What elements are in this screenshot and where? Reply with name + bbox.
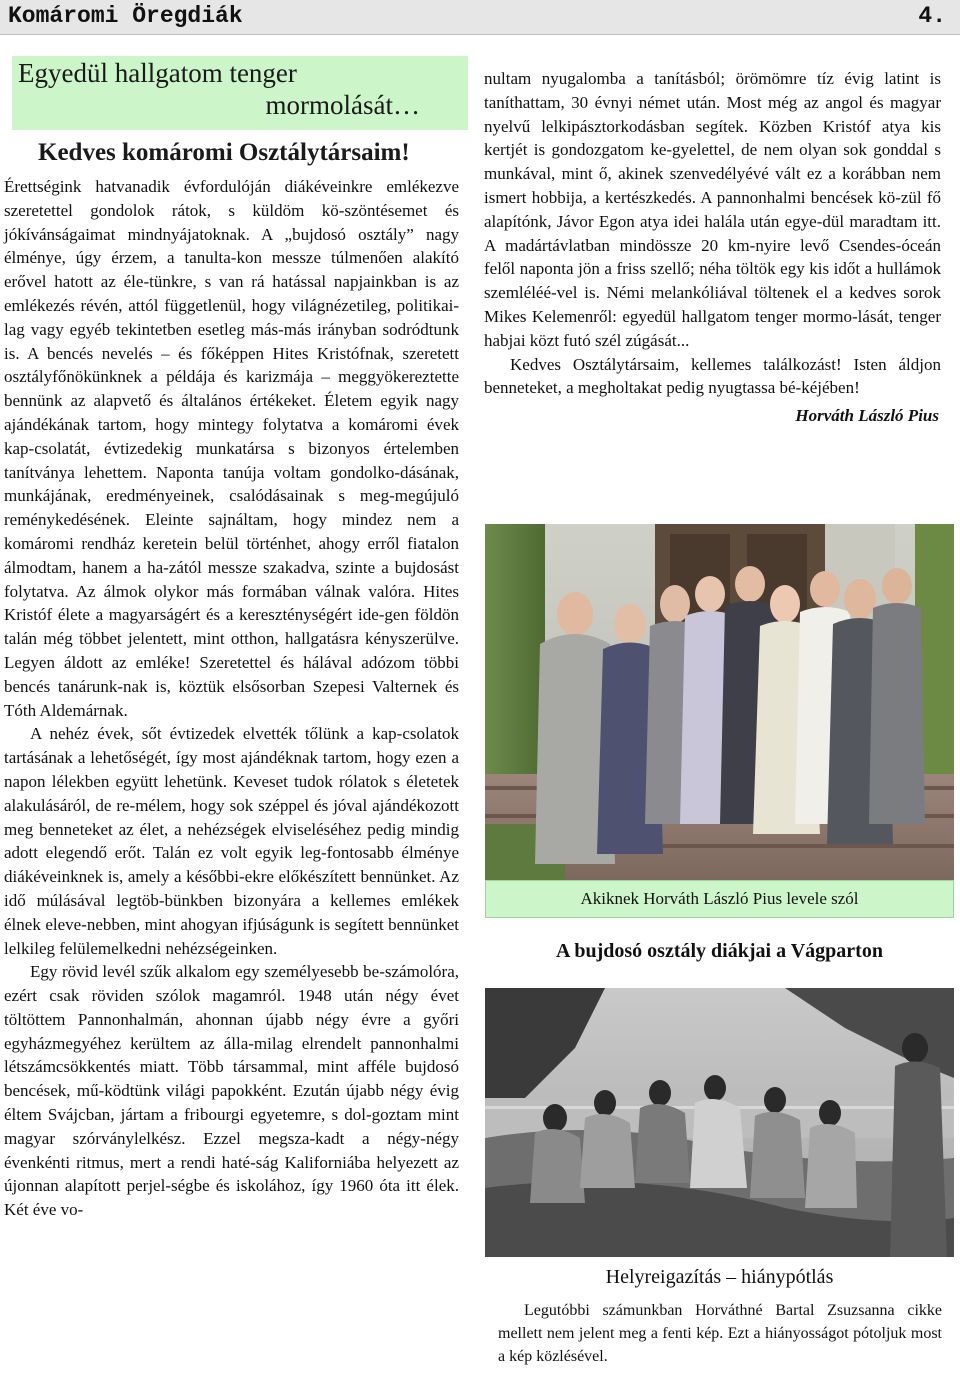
paragraph: Egy rövid levél szűk alkalom egy személyesebb be-számolóra, ezért csak röviden szólok magamról. 1948 után négy évet töltöttem Pannonhalmán, ahonnan újabb négy évre a győri egyházmegyéhez kerültem az álla-milag elrendelt pannonhalmi létszámcsökkentés miatt. Több társammal, mint afféle bujdosó bencések, mű-ködtünk világi papokként. Ezután újabb négy évig éltem Svájcban, jártam a fribourgi egyetemre, s dol-goztam mint magyar szórványlelkész. Ezzel megsza-kadt a négy-négy évenkénti ritmus, mert a rendi haté-ság Kaliforniába helyezett az újonnan alapított perjel-ségbe és iskolához, így 1960 óta itt élek. Két éve vo- [4, 962, 459, 1220]
paragraph: nultam nyugalomba a tanításból; örömömre tíz évig latint is taníthattam, 30 évnyi német után. Most még az angol és magyar nyelvű lelkipásztorkodásban segítek. Közben Kristóf atya kis kertjét is gondozgatom ke-gyelettel, de nem olyan sok gonddal s munkával, mint ő, akinek szenvedélyévé vált ez a korábban nem ismert hobbija, a kertészkedés. A pannonhalmi bencések kö-zül fő alapítónk, Jávor Egon atya idei halála után egye-dül maradtam itt. A madártávlatban mindössze 20 km-nyire levő Csendes-óceán felől naponta jön a friss szellő; néha töltök egy kis időt a hullámok szemléléé-vel is. Némi melankóliával töltenek el a kedves sorok Mikes Kelemenről: egyedül hallgatom tenger mormo-lását, tenger habjai közt futó szél zúgását... [484, 69, 941, 350]
riverbank-photo-image [485, 988, 954, 1257]
section-heading: A bujdosó osztály diákjai a Vágparton [556, 940, 883, 962]
paragraph: Érettségink hatvanadik évfordulóján diákéveinkre emlékezve szeretettel gondolok rátok, s küldöm kö-szöntésemet és jókívánságaimat mindnyájatoknak. A „bujdosó osztály” nagy élménye, úgy érzem, a tanulta-kon messze túlmenően alakító erővel hatott az éle-tünkre, s van rá hatással napjainkban is az emlékezés révén, attól függetlenül, hogy világnézetileg, politikai-lag vagy egyéb tekintetben esetleg más-más irányban sodródtunk is. A bencés nevelés – és főképpen Hites Kristófnak, szeretett osztályfőnökünknek a példája és karizmája – meggyökereztette bennünk az alapvető és általános értékeket. Életem egyik nagy ajándékának tartom, hogy mintegy folytatva a komáromi évek kap-csolatát, évtizedekig munkatársa s bizonyos értelemben tanítványa lehettem. Naponta tanúja voltam gondolko-dásának, munkájának, eredményeinek, csalódásainak s meg-megújuló reménykedésének. Eleinte sajnáltam, hogy mindez nem a komáromi rendház keretein belül történhet, ahogy erről fiatalon álmodtam, hanem a ha-zától messze szakadva, szinte a bujdosást folytatva. Az álmok olykor más formában válnak valóra. Hites Kristóf élete a magyarságért és a kereszténységért ide-gen földön talán még többet jelentett, mint otthon, hallgatásra kényszerülve. Legyen áldott az emléke! Szeretettel és hálával adózom többi bencés tanárunk-nak is, köztük elsősorban Szepesi Valternek és Tóth Aldemárnak. [4, 177, 459, 720]
page-number: 4. [918, 3, 946, 29]
article-title-box [12, 56, 468, 130]
signature: Horváth László Pius [795, 406, 939, 426]
right-column [484, 67, 941, 428]
group-photo-image [485, 524, 954, 880]
paragraph: Kedves Osztálytársaim, kellemes találkozást! Isten áldjon benneteket, a megholtakat pedig nyugtassa bé-kéjében! [484, 354, 941, 398]
article-title-line1: Egyedül hallgatom tenger [18, 58, 297, 88]
page-header [0, 0, 960, 35]
riverbank-photo [485, 988, 954, 1257]
correction-text [498, 1299, 942, 1368]
left-column [4, 175, 459, 1222]
correction-title: Helyreigazítás – hiánypótlás [605, 1266, 834, 1288]
paragraph: A nehéz évek, sőt évtizedek elvették tőlünk a kap-csolatok tartásának a lehetőségét, így most ajándéknak tartom, hogy ezen a napon lélekben együtt lehetünk. Keveset tudok rólatok s életetek alakulásáról, de re-mélem, hogy sok széppel és jóval ajándékozott meg benneteket az élet, a nehézségek elviseléséhez pedig mindig adott elegendő erőt. Talán ez volt egyik leg-fontosabb élménye diákéveinknek is, amely a későbbi-ekre előkészített bennünket. Az idő múlásával legtöb-bünkben bizonyára a kellemes emlékek élnek eleve-nebben, mint ahogyan ifjúságunk is segített bennünket lelkileg felülemelkedni nehézségeinken. [4, 724, 459, 958]
photo-caption: Akiknek Horváth László Pius levele szól [485, 880, 954, 918]
group-photo [485, 524, 954, 880]
correction-paragraph: Legutóbbi számunkban Horváthné Bartal Zsuzsanna cikke mellett nem jelent meg a fenti kép. Ezt a hiányosságot pótoljuk most a kép közlésével. [498, 1302, 942, 1365]
salutation: Kedves komáromi Osztálytársaim! [38, 139, 410, 166]
article-title-line2: mormolását… [265, 90, 420, 120]
publication-name: Komáromi Öregdiák [8, 3, 243, 29]
